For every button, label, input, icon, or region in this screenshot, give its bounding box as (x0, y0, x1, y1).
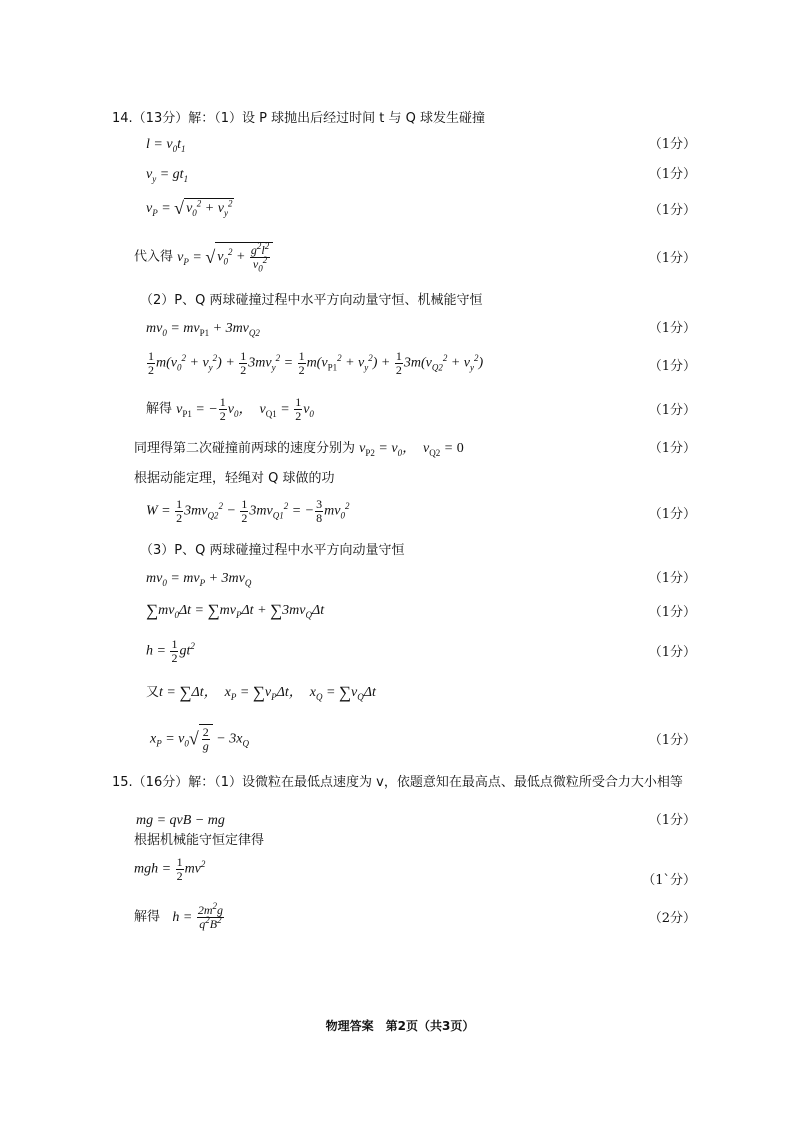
kinetic-theorem-text: 根据动能定理，轻绳对 Q 球做的功 (134, 471, 335, 486)
q14-part2: （2）P、Q 两球碰撞过程中水平方向动量守恒、机械能守恒 (140, 293, 483, 308)
eq-work: W = $\frac{1}{2}$ $3mv_{Q2}^2$ − $\frac{1}{2}$ $3mv_{Q1}^2$ = − $\frac{3}{8}$ $mv_0^2$ (146, 497, 350, 525)
q14-header: 14.（13分）解：（1）设 P 球抛出后经过时间 t 与 Q 球发生碰撞 (112, 111, 485, 126)
also-label: 又 (146, 685, 160, 700)
solve-label: 解得 (146, 401, 173, 417)
score: （1分） (648, 251, 696, 266)
score: （1分） (648, 441, 696, 456)
eq-vp: $v_P$ = √ $v_0^2 + v_y^2$ (146, 198, 233, 218)
eq-solve-h: 解得 h = $\frac{2m^2g}{q^2B^2}$ (134, 901, 224, 931)
eq-sum-momentum: $\sum mv_0\Delta t = \sum mv_P\Delta t + \sum 3mv_Q\Delta t$ (146, 601, 325, 620)
score: （1分） (648, 403, 696, 418)
eq-also: 又t = ∑Δt， $x_P = \sum v_P\Delta t$， $x_Q = \sum v_Q\Delta t$ (146, 683, 376, 702)
eq-force-balance: mg = qvB − mg (136, 813, 225, 828)
score: （1分） (648, 203, 696, 218)
eq-height: h = $\frac{1}{2}$ $gt^2$ (146, 637, 195, 665)
eq-energy-1: $\frac{1}{2}$ $m(v_0^2 + v_y^2)$ + $\frac{1}{2}$ $3mv_y^2$ = $\frac{1}{2}$ $m(v_{P1}^2 + v_y^2)$ + $\frac{1}{2}$ $3m(v_{Q2}^2 + v_y^2)$ (148, 349, 484, 377)
score: （2分） (648, 911, 696, 926)
score: （1分） (648, 507, 696, 522)
eq-momentum-2: $mv_0 = mv_P + 3mv_Q$ (146, 571, 252, 588)
eq-solve-1: 解得 $v_{P1}$ = − $\frac{1}{2}$ $v_0$， $v_{Q1}$ = $\frac{1}{2}$ $v_0$ (146, 395, 314, 423)
eq-momentum-1: $mv_0 = mv_{P1} + 3mv_{Q2}$ (146, 321, 260, 338)
score: （1分） (648, 605, 696, 620)
eq-vp-substituted: 代入得 $v_P$ = √ $v_0^2$ + $\frac{g^2l^2}{v_0^2}$ (134, 242, 273, 271)
q14-part3: （3）P、Q 两球碰撞过程中水平方向动量守恒 (140, 543, 405, 558)
eq-xp: $x_P = v_0√$ $\frac{2}{g}$ − $3x_Q$ (150, 725, 249, 753)
score: （1分） (648, 359, 696, 374)
score: （1分） (648, 645, 696, 660)
page-footer: 物理答案 第2页（共3页） (325, 1019, 475, 1033)
eq-mgh: mgh = $\frac{1}{2}$ $mv^2$ (134, 855, 206, 883)
score: （1分） (648, 167, 696, 182)
score: （1`分） (642, 873, 696, 888)
eq-vy: $v_y = gt_1$ (146, 167, 189, 184)
score: （1分） (648, 571, 696, 586)
substitute-label: 代入得 (134, 249, 174, 265)
energy-law-text: 根据机械能守恒定律得 (134, 833, 265, 848)
solve-label: 解得 (134, 909, 161, 925)
eq-l: $l = v_0t_1$ (146, 137, 186, 154)
eq-second-collision: 同理得第二次碰撞前两球的速度分别为 $v_{P2} = v_0$， $v_{Q2} = 0$ (134, 441, 464, 458)
score: （1分） (648, 137, 696, 152)
score: （1分） (648, 321, 696, 336)
score: （1分） (648, 813, 696, 828)
score: （1分） (648, 733, 696, 748)
same-reason-text: 同理得第二次碰撞前两球的速度分别为 (134, 441, 356, 456)
q15-header: 15.（16分）解：（1）设微粒在最低点速度为 v，依题意知在最高点、最低点微粒所受合力大小相等 (112, 775, 683, 790)
